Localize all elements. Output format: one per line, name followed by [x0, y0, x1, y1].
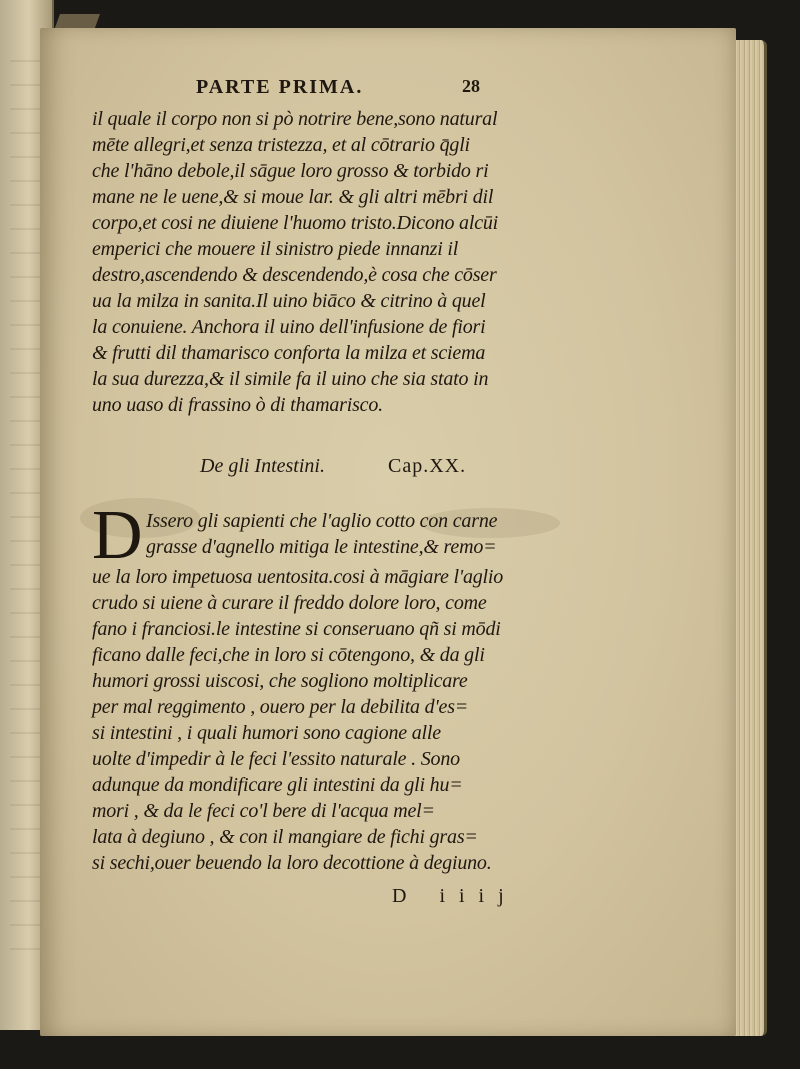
drop-cap: D — [92, 497, 143, 574]
text-line: ua la milza in sanita.Il uino biāco & citrino à quel — [92, 290, 486, 312]
signature-mark: D iiij — [392, 885, 518, 907]
text-line: mēte allegri,et senza tristezza, et al cōtrario q̄gli — [92, 134, 470, 156]
text-line: grasse d'agnello mitiga le intestine,& remo= — [146, 536, 497, 558]
text-line: crudo si uiene à curare il freddo dolore loro, come — [92, 592, 487, 614]
text-line: si sechi,ouer beuendo la loro decottione à degiuno. — [92, 852, 492, 874]
text-line: humori grossi uiscosi, che sogliono moltiplicare — [92, 670, 468, 692]
text-line: lata à degiuno , & con il mangiare de fichi gras= — [92, 826, 478, 848]
text-line: emperici che mouere il sinistro piede innanzi il — [92, 238, 459, 260]
text-line: uno uaso di frassino ò di thamarisco. — [92, 394, 383, 416]
text-line: mori , & da le feci co'l bere di l'acqua mel= — [92, 800, 435, 822]
text-line: la conuiene. Anchora il uino dell'infusione de fiori — [92, 316, 486, 338]
page-number: 28 — [462, 76, 480, 96]
text-line: mane ne le uene,& si moue lar. & gli altri mēbri dil — [92, 186, 494, 208]
text-line: Issero gli sapienti che l'aglio cotto con carne — [146, 510, 498, 532]
chapter-title: De gli Intestini. — [200, 455, 325, 477]
header-title: PARTE PRIMA. — [196, 76, 364, 98]
text-line: si intestini , i quali humori sono cagione alle — [92, 722, 441, 744]
text-line: ficano dalle feci,che in loro si cōtengono, & da gli — [92, 644, 485, 666]
text-line: corpo,et cosi ne diuiene l'huomo tristo.Dicono alcūi — [92, 212, 499, 234]
text-line: adunque da mondificare gli intestini da gli hu= — [92, 774, 463, 796]
text-line: uolte d'impedir à le feci l'essito naturale . Sono — [92, 748, 460, 770]
text-line: per mal reggimento , ouero per la debilita d'es= — [92, 696, 469, 718]
text-line: ue la loro impetuosa uentosita.cosi à māgiare l'aglio — [92, 566, 504, 588]
text-line: destro,ascendendo & descendendo,è cosa che cōser — [92, 264, 497, 286]
text-line: che l'hāno debole,il sāgue loro grosso & torbido ri — [92, 160, 489, 182]
running-header — [196, 76, 516, 100]
text-line: la sua durezza,& il simile fa il uino che sia stato in — [92, 368, 489, 390]
text-line: fano i franciosi.le intestine si conseruano qñ si mōdi — [92, 618, 501, 640]
text-line: il quale il corpo non si pò notrire bene,sono natural — [92, 108, 498, 130]
text-line: & frutti dil thamarisco conforta la milza et sciema — [92, 342, 486, 364]
chapter-number: Cap.XX. — [388, 455, 467, 477]
